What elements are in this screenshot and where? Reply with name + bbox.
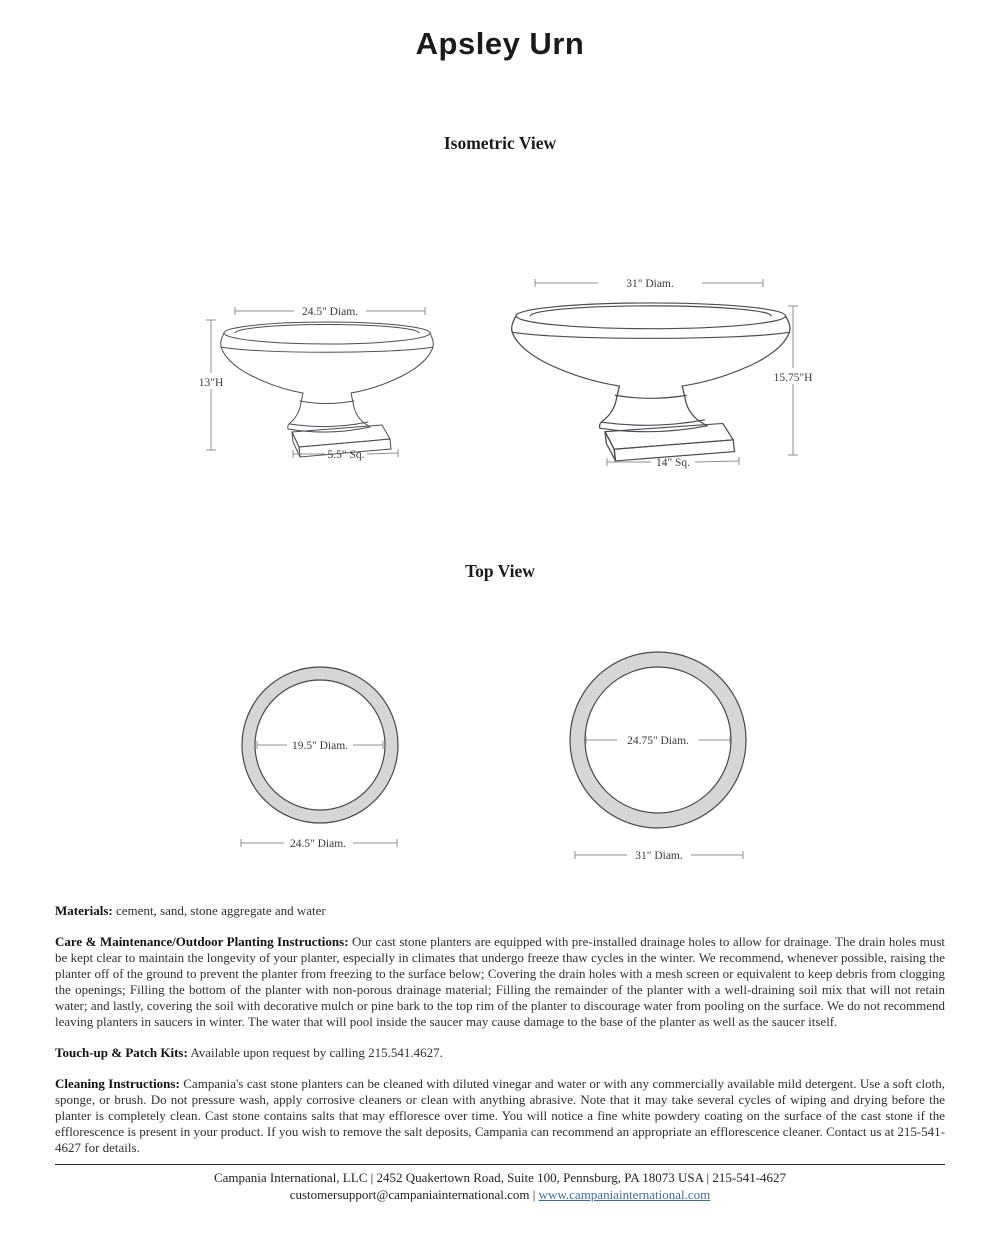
footer-email: customersupport@campaniainternational.com	[289, 1187, 530, 1202]
large-urn-drawing	[512, 303, 790, 461]
dimension-label: 31" Diam.	[635, 850, 683, 862]
dimension-label: 13"H	[198, 377, 224, 389]
page-title: Apsley Urn	[415, 26, 585, 61]
cleaning-paragraph	[55, 1076, 945, 1156]
dim-small-outer-diameter	[241, 838, 397, 850]
footer-contact-line	[55, 1186, 945, 1203]
care-label: Care & Maintenance/Outdoor Planting Instructions:	[55, 934, 349, 949]
footer-address-line: Campania International, LLC | 2452 Quakertown Road, Suite 100, Pennsburg, PA 18073 USA | 215-541-4627	[213, 1170, 787, 1185]
footer-separator: |	[532, 1187, 536, 1202]
small-urn-drawing	[221, 322, 434, 457]
dim-small-base	[293, 449, 398, 461]
touchup-label: Touch-up & Patch Kits:	[55, 1045, 188, 1060]
dimension-label: 31" Diam.	[626, 278, 674, 290]
footer-divider	[55, 1164, 945, 1165]
dim-large-diameter	[535, 278, 763, 290]
materials-text: cement, sand, stone aggregate and water	[112, 903, 326, 918]
top-view-heading: Top View	[465, 561, 535, 581]
dimension-label: 5.5" Sq.	[327, 449, 365, 461]
dim-large-base	[607, 457, 739, 469]
footer	[55, 1169, 945, 1203]
dim-small-height	[194, 320, 228, 450]
info-text-block	[55, 903, 945, 1203]
materials-paragraph	[55, 903, 945, 919]
website-link[interactable]: www.campaniainternational.com	[538, 1187, 711, 1202]
cleaning-label: Cleaning Instructions:	[55, 1076, 180, 1091]
materials-label: Materials:	[55, 903, 113, 918]
touchup-text: Available upon request by calling 215.541.4627.	[187, 1045, 443, 1060]
dim-small-diameter	[235, 306, 425, 318]
isometric-view-heading: Isometric View	[443, 133, 557, 153]
care-paragraph	[55, 934, 945, 1030]
dimension-label: 15.75"H	[773, 372, 813, 384]
care-text: Our cast stone planters are equipped with pre-installed drainage holes to allow for drainage. The drain holes must be kept clear to maintain the longevity of your planter, especially in climates that undergo freeze thaw cycles in the winter. We recommend, whenever possible, raising the planter off of the ground to prevent the planter from freezing to the surface below; Covering the drain holes with a mesh screen or equivalent to keep debris from clogging the openings; Filling the bottom of the planter with non-porous drainage material; Filling the remainder of the planter with a well-draining soil mix that will not retain water; and lastly, covering the soil with decorative mulch or pine bark to the top rim of the planter to discourage water from pooling on the surface. We do not recommend leaving planters in saucers in winter. The water that will pool inside the saucer may cause damage to the base of the planter as well as the saucer itself.	[55, 934, 945, 1029]
isometric-drawing	[0, 260, 1000, 490]
dimension-label: 24.5" Diam.	[289, 838, 347, 850]
top-view-drawing	[0, 580, 1000, 890]
touchup-paragraph	[55, 1045, 945, 1061]
cleaning-text: Campania's cast stone planters can be cleaned with diluted vinegar and water or with any commercially available mild detergent. Use a soft cloth, sponge, or brush. Do not pressure wash, apply corrosive cleaners or clean with anything abrasive. Note that it may take several cycles of wiping and drying before the planter is completely clean. Cast stone contains salts that may effloresce over time. You will notice a fine white powdery coating on the surface of the cast stone if the efflorescence is present in your product. If you wish to remove the salt deposits, Campania can recommend an appropriate an efflorescence cleaner. Contact us at 215-541-4627 for details.	[55, 1076, 945, 1155]
dim-large-height	[770, 306, 816, 455]
dim-large-outer-diameter	[575, 850, 743, 862]
dimension-label: 24.75" Diam.	[627, 735, 689, 747]
dimension-label: 14" Sq.	[655, 457, 691, 469]
dimension-label: 24.5" Diam.	[301, 306, 359, 318]
dimension-label: 19.5" Diam.	[291, 740, 349, 752]
